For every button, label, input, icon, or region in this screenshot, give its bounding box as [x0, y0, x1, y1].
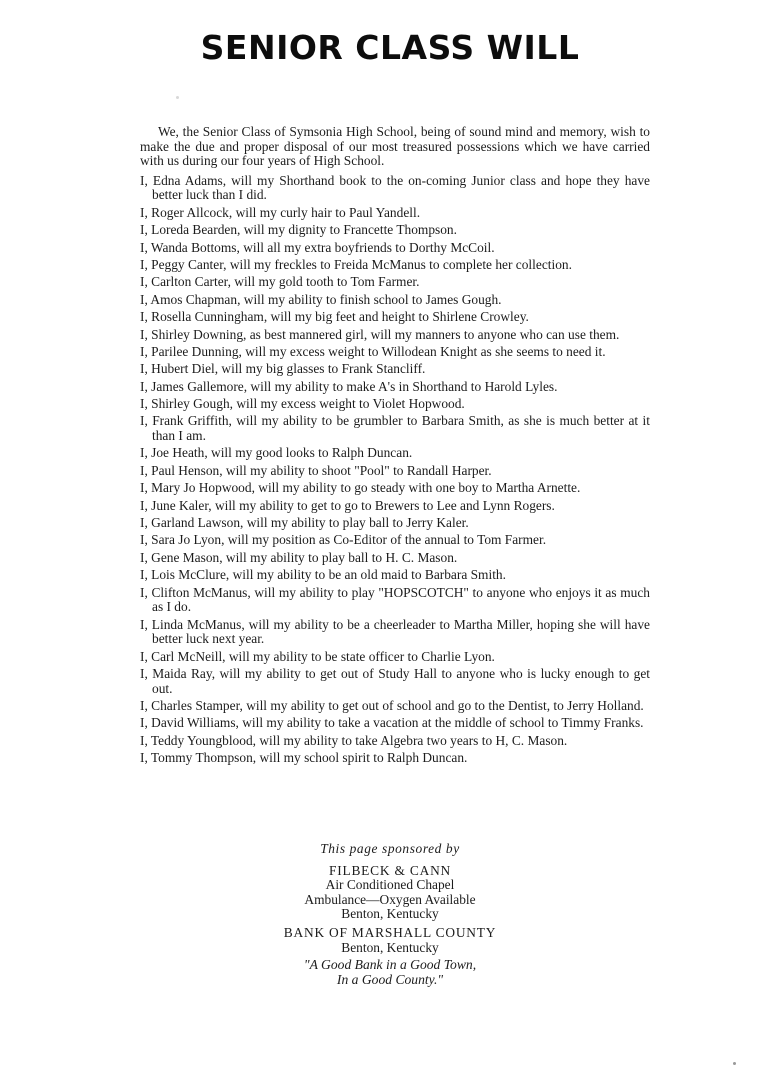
bequest-item: I, Maida Ray, will my ability to get out of Study Hall to anyone who is lucky enough to get out. [140, 665, 650, 696]
bequest-item: I, June Kaler, will my ability to get to go to Brewers to Lee and Lynn Rogers. [140, 497, 555, 513]
bequest-item: I, James Gallemore, will my ability to make A's in Shorthand to Harold Lyles. [140, 378, 558, 394]
bequest-item: I, Wanda Bottoms, will all my extra boyfriends to Dorthy McCoil. [140, 239, 495, 255]
bequest-item: I, Teddy Youngblood, will my ability to take Algebra two years to H, C. Mason. [140, 732, 568, 748]
bequest-item: I, Carlton Carter, will my gold tooth to Tom Farmer. [140, 274, 420, 290]
bequest-item: I, Edna Adams, will my Shorthand book to the on-coming Junior class and hope they have better luck than I did. [140, 172, 650, 203]
sponsor-bank [0, 926, 780, 987]
bequest-item: I, Frank Griffith, will my ability to be grumbler to Barbara Smith, as she is much better at it than I am. [140, 413, 650, 444]
sponsor-location: Benton, Kentucky [341, 939, 439, 955]
page-title: SENIOR CLASS WILL [200, 28, 580, 67]
bequest-item: I, Paul Henson, will my ability to shoot "Pool" to Randall Harper. [140, 462, 492, 478]
bequest-item: I, Shirley Gough, will my excess weight to Violet Hopwood. [140, 396, 465, 412]
bequest-item: I, Clifton McManus, will my ability to play "HOPSCOTCH" to anyone who enjoys it as much as I do. [140, 584, 650, 615]
bequest-item: I, Carl McNeill, will my ability to be state officer to Charlie Lyon. [140, 648, 495, 664]
bequest-item: I, Garland Lawson, will my ability to play ball to Jerry Kaler. [140, 515, 469, 530]
bequest-item: I, Hubert Diel, will my big glasses to Frank Stancliff. [140, 361, 426, 377]
bequest-item: I, Tommy Thompson, will my school spirit to Ralph Duncan. [140, 750, 468, 766]
bequest-item: I, Peggy Canter, will my freckles to Freida McManus to complete her collection. [140, 256, 572, 272]
bequest-list [140, 174, 650, 766]
bequest-item: I, Roger Allcock, will my curly hair to Paul Yandell. [140, 204, 421, 220]
sponsor-name: BANK OF MARSHALL COUNTY [283, 924, 497, 940]
bequest-item: I, Lois McClure, will my ability to be an old maid to Barbara Smith. [140, 567, 506, 583]
will-body [140, 125, 650, 768]
bequest-item: I, Gene Mason, will my ability to play ball to H. C. Mason. [140, 549, 458, 565]
bequest-item: I, Shirley Downing, as best mannered girl, will my manners to anyone who can use them. [140, 326, 620, 342]
preamble-paragraph: We, the Senior Class of Symsonia High School, being of sound mind and memory, wish to make the due and proper disposal of our most treasured possessions which we have carried with us during our four years of High School. [140, 124, 650, 169]
bequest-item: I, David Williams, will my ability to take a vacation at the middle of school to Timmy Franks. [140, 715, 644, 731]
bequest-item: I, Loreda Bearden, will my dignity to Francette Thompson. [140, 222, 457, 238]
sponsor-line: Air Conditioned Chapel [325, 877, 455, 893]
bequest-item: I, Mary Jo Hopwood, will my ability to go steady with one boy to Martha Arnette. [140, 480, 581, 496]
bequest-item: I, Linda McManus, will my ability to be a cheerleader to Martha Miller, hoping she will have better luck next year. [140, 616, 650, 647]
sponsor-slogan [0, 958, 780, 987]
slogan-line: "A Good Bank in a Good Town, [303, 957, 477, 973]
paper-speck [176, 96, 179, 99]
bequest-item: I, Amos Chapman, will my ability to finish school to James Gough. [140, 291, 502, 307]
bequest-item: I, Joe Heath, will my good looks to Ralph Duncan. [140, 445, 413, 461]
sponsor-section [0, 842, 780, 991]
sponsor-filbeck-cann [0, 864, 780, 922]
sponsor-line: Ambulance—Oxygen Available [304, 891, 476, 907]
sponsor-location: Benton, Kentucky [341, 906, 439, 922]
bequest-item: I, Rosella Cunningham, will my big feet and height to Shirlene Crowley. [140, 309, 529, 325]
sponsor-name: FILBECK & CANN [328, 862, 452, 878]
bequest-item: I, Parilee Dunning, will my excess weight to Willodean Knight as she seems to need it. [140, 343, 606, 359]
paper-speck [733, 1062, 736, 1065]
bequest-item: I, Charles Stamper, will my ability to get out of school and go to the Dentist, to Jerry Holland. [140, 697, 644, 713]
slogan-line: In a Good County." [336, 971, 444, 987]
bequest-item: I, Sara Jo Lyon, will my position as Co-Editor of the annual to Tom Farmer. [140, 532, 547, 548]
sponsor-intro: This page sponsored by [320, 841, 460, 856]
